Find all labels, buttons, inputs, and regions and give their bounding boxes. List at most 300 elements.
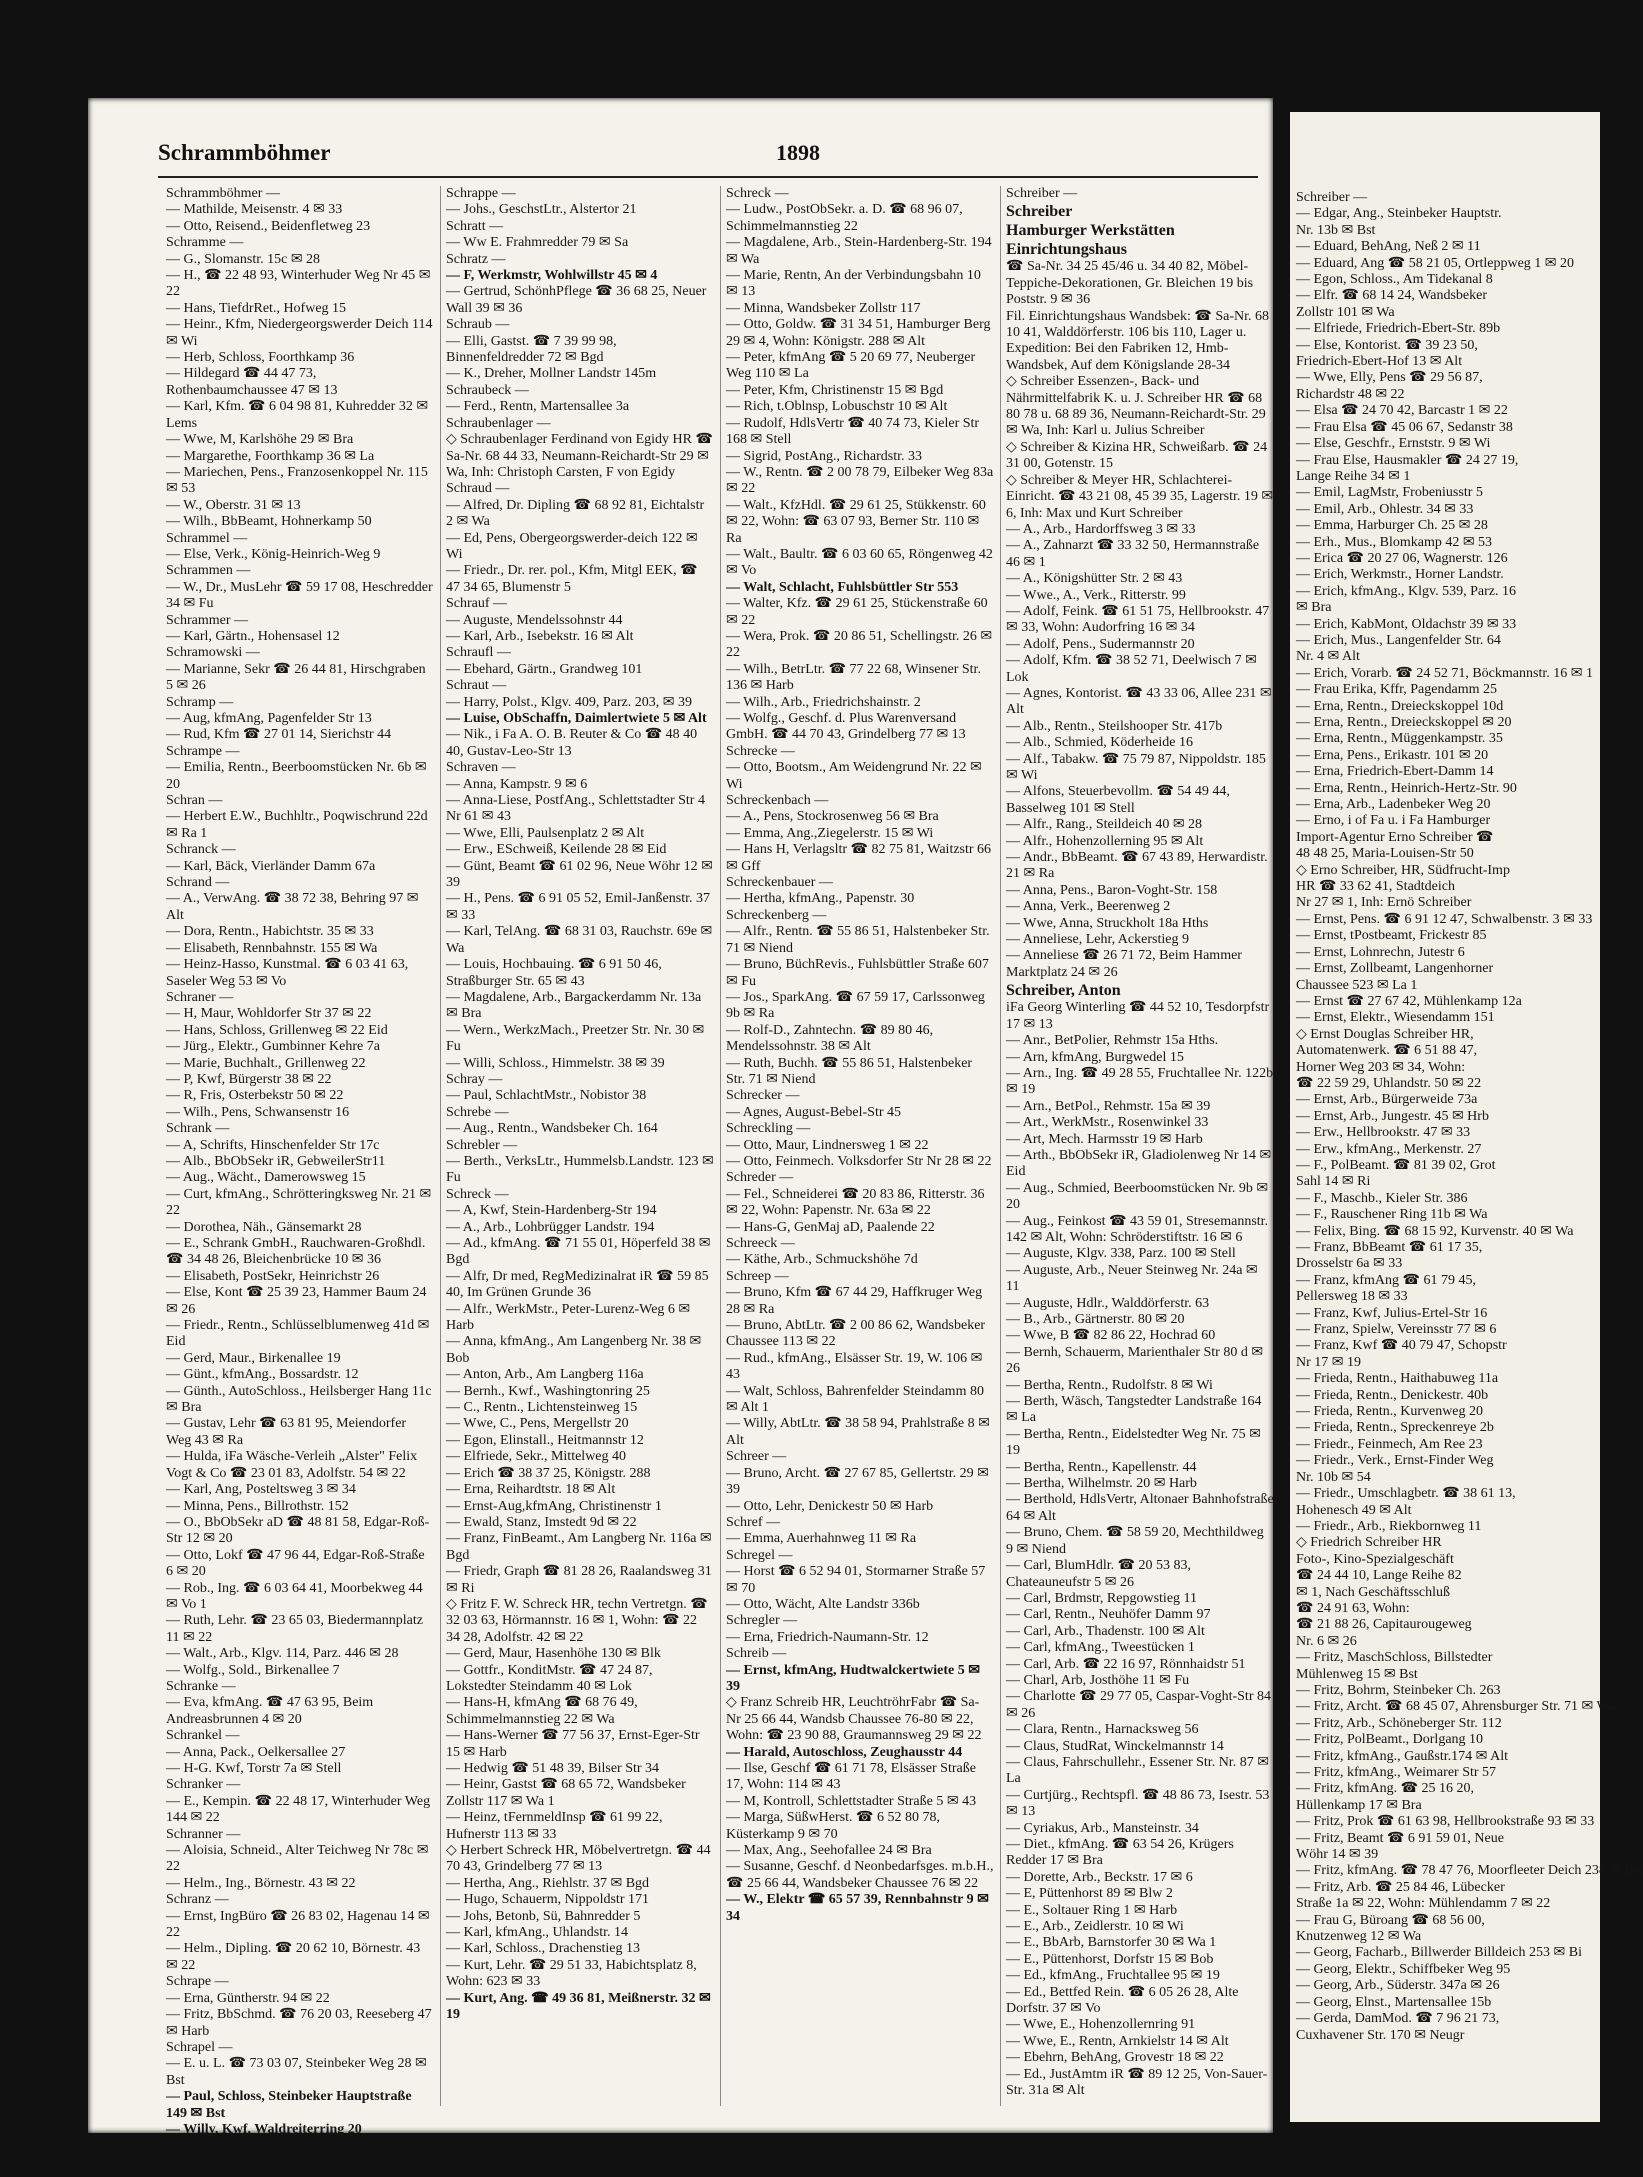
next-page-edge	[1290, 112, 1643, 2122]
directory-entry: — Anna-Liese, PostfAng., Schlettstadter Str 4 Nr 61 ✉ 43	[446, 793, 705, 825]
directory-entry: Nr. 13b ✉ Bst	[1296, 222, 1376, 238]
directory-entry: — Helm., Ing., Börnestr. 43 ✉ 22	[166, 1875, 356, 1891]
directory-entry: — W., Dr., MusLehr ☎ 59 17 08, Heschredder 34 ✉ Fu	[166, 579, 433, 612]
directory-entry: Import-Agentur Erno Schreiber ☎	[1296, 829, 1494, 845]
directory-entry: — Kurt, Ang. ☎ 49 36 81, Meißnerstr. 32 ✉ 19	[446, 1990, 711, 2023]
directory-entry: — Fritz, Bohrm, Steinbeker Ch. 263	[1296, 1682, 1501, 1698]
directory-entry: Nr. 10b ✉ 54	[1296, 1469, 1371, 1485]
directory-entry: — Friedr., Arb., Riekbornweg 11	[1296, 1518, 1482, 1534]
directory-entry: — Mathilde, Meisenstr. 4 ✉ 33	[166, 202, 343, 218]
directory-entry: — Ruth, Lehr. ☎ 23 65 03, Biedermannplatz 11 ✉ 22	[166, 1613, 423, 1645]
directory-entry: — Erich ☎ 38 37 25, Königstr. 288	[446, 1465, 651, 1481]
directory-entry: — Erna, Friedrich-Ebert-Damm 14	[1296, 764, 1494, 780]
directory-entry: — W., Elektr ☎ 65 57 39, Rennbahnstr 9 ✉ 34	[726, 1892, 989, 1924]
directory-entry: — Wwe, C., Pens, Mergellstr 20	[446, 1416, 629, 1432]
directory-entry: Schreck —	[446, 1186, 509, 1202]
directory-entry: — Anneliese ☎ 26 71 72, Beim Hammer Marktplatz 24 ✉ 26	[1006, 948, 1242, 980]
directory-entry: — Diet., kfmAng. ☎ 63 54 26, Krügers Redder 17 ✉ Bra	[1006, 1837, 1234, 1869]
directory-entry: — Hans H, Verlagsltr ☎ 82 75 81, Waitzstr 66 ✉ Gff	[726, 842, 992, 874]
directory-entry: — Otto, Lokf ☎ 47 96 44, Edgar-Roß-Straße 6 ✉ 20	[166, 1547, 425, 1580]
directory-entry: — Otto, Reisend., Beidenfletweg 23	[166, 218, 371, 234]
directory-entry: — Marga, SüßwHerst. ☎ 6 52 80 78, Küsterkamp 9 ✉ 70	[726, 1810, 940, 1842]
directory-entry: — Ed, Pens, Obergeorgswerder-deich 122 ✉ Wi	[446, 530, 698, 562]
directory-entry: Automatenwerk. ☎ 6 51 88 47,	[1296, 1043, 1478, 1059]
directory-entry: — O., BbObSekr aD ☎ 48 81 58, Edgar-Roß-Str 12 ✉ 20	[166, 1514, 430, 1547]
directory-entry: — Wilh., Pens, Schwansenstr 16	[166, 1104, 350, 1120]
directory-entry: — Franz, Spielw, Vereinsstr 77 ✉ 6	[1296, 1322, 1497, 1338]
directory-entry: — Helm., Dipling. ☎ 20 62 10, Börnestr. 43 ✉ 22	[166, 1941, 421, 1973]
directory-entry: Schraub —	[446, 317, 510, 333]
directory-entry: — Erna, Rentn., Dreieckskoppel 10d	[1296, 698, 1504, 714]
next-page-column	[1296, 190, 1643, 2044]
directory-entry: Schramme —	[166, 235, 244, 251]
directory-entry: — Karl, kfmAng., Uhlandstr. 14	[446, 1925, 628, 1941]
directory-entry: — Elfriede, Friedrich-Ebert-Str. 89b	[1296, 321, 1501, 337]
directory-entry: — Hedwig ☎ 51 48 39, Bilser Str 34	[446, 1761, 660, 1776]
directory-entry: — Ebehard, Gärtn., Grandweg 101	[446, 661, 643, 677]
directory-entry: — Minna, Wandsbeker Zollstr 117	[726, 300, 921, 316]
directory-entry: — Ernst ☎ 27 67 42, Mühlenkamp 12a	[1296, 993, 1522, 1009]
directory-entry: Schrammen —	[166, 563, 251, 579]
directory-entry: — Art., WerkMstr., Rosenwinkel 33	[1006, 1115, 1209, 1131]
directory-entry: — Frau Erika, Kffr, Pagendamm 25	[1296, 682, 1497, 698]
directory-entry: — Arn., BetPol., Rehmstr. 15a ✉ 39	[1006, 1098, 1211, 1114]
directory-entry: — Minna, Pens., Billrothstr. 152	[166, 1498, 349, 1514]
directory-entry: — Wwe, E., Rentn, Arnkielstr 14 ✉ Alt	[1006, 2033, 1229, 2049]
directory-entry: Schramp —	[166, 694, 234, 710]
directory-entry: — Ernst, IngBüro ☎ 26 83 02, Hagenau 14 ✉ 22	[166, 1908, 430, 1941]
directory-entry: — Margarethe, Foorthkamp 36 ✉ La	[166, 448, 375, 464]
directory-entry: Schreep —	[726, 1268, 789, 1284]
directory-entry: — Otto, Goldw. ☎ 31 34 51, Hamburger Berg 29 ✉ 4, Wohn: Königstr. 288 ✉ Alt	[726, 317, 991, 349]
directory-entry: — A., Königshütter Str. 2 ✉ 43	[1006, 571, 1183, 587]
directory-entry: — Claus, Fahrschullehr., Essener Str. Nr. 87 ✉ La	[1006, 1754, 1269, 1787]
directory-entry: Schrankel —	[166, 1728, 240, 1744]
directory-entry: — Carl, kfmAng., Tweestücken 1	[1006, 1640, 1195, 1656]
directory-entry: — Dorothea, Näh., Gänsemarkt 28	[166, 1219, 362, 1235]
directory-entry: — Hulda, iFa Wäsche-Verleih „Alster" Felix Vogt & Co ☎ 23 01 83, Adolfstr. 54 ✉ 22	[166, 1449, 418, 1481]
directory-entry: — Luise, ObSchaffn, Daimlertwiete 5 ✉ Alt	[446, 711, 707, 726]
directory-entry: — Dora, Rentn., Habichtstr. 35 ✉ 33	[166, 924, 374, 940]
directory-entry: — Wilh., Arb., Friedrichshainstr. 2	[726, 694, 921, 710]
directory-entry: — Else, Kont ☎ 25 39 23, Hammer Baum 24 ✉ 26	[166, 1285, 427, 1317]
directory-entry: Schrank —	[166, 1121, 230, 1137]
directory-entry: — Aug., Rentn., Wandsbeker Ch. 164	[446, 1121, 658, 1137]
directory-entry: — Anna, kfmAng., Am Langenberg Nr. 38 ✉ Bob	[446, 1334, 702, 1366]
directory-entry: — Aug., Wächt., Damerowsweg 15	[166, 1170, 366, 1186]
directory-entry: — Hertha, kfmAng., Papenstr. 30	[726, 891, 915, 907]
directory-entry: Schreiber	[1006, 203, 1073, 221]
directory-entry: — Ebehrn, BehAng, Grovestr 18 ✉ 22	[1006, 2050, 1224, 2066]
directory-entry: ☎ 21 88 26, Capitaurougeweg	[1296, 1617, 1472, 1633]
directory-entry: Schregel —	[726, 1547, 793, 1563]
directory-entry: — Rich, t.Oblnsp, Lobuschstr 10 ✉ Alt	[726, 399, 948, 415]
directory-entry: — Art, Mech. Harmsstr 19 ✉ Harb	[1006, 1131, 1203, 1147]
directory-entry: — Erica ☎ 20 27 06, Wagnerstr. 126	[1296, 550, 1508, 566]
directory-entry: — Carl, Rentn., Neuhöfer Damm 97	[1006, 1607, 1211, 1623]
directory-entry: — E., Arb., Zeidlerstr. 10 ✉ Wi	[1006, 1919, 1184, 1935]
directory-entry: Schrammel —	[166, 530, 248, 546]
directory-entry: — Bertha, Rentn., Eidelstedter Weg Nr. 75 ✉ 19	[1006, 1426, 1261, 1459]
directory-entry: Chaussee 523 ✉ La 1	[1296, 977, 1418, 993]
directory-entry: — Wwe, M, Karlshöhe 29 ✉ Bra	[166, 432, 354, 448]
directory-entry: ◇ Schreiber Essenzen-, Back- und Nährmittelfabrik K. u. J. Schreiber HR ☎ 68 80 78 u. 68 89 36, Neumann-Reichardt-Str. 29 ✉ Wa, Inh: Karl u. Julius Schreiber	[1006, 374, 1266, 439]
directory-entry: — G., Slomanstr. 15c ✉ 28	[166, 251, 321, 267]
directory-entry: — Erna, Rentn., Dreieckskoppel ✉ 20	[1296, 715, 1512, 730]
directory-entry: Schran —	[166, 793, 223, 809]
directory-entry: — Berth, Wäsch, Tangstedter Landstraße 164 ✉ La	[1006, 1394, 1262, 1426]
directory-entry: — Rud., kfmAng., Elsässer Str. 19, W. 106 ✉ 43	[726, 1350, 983, 1383]
directory-entry: — Willy, Kwf, Waldreiterring 20	[166, 2121, 362, 2137]
directory-entry: — W., Rentn. ☎ 2 00 78 79, Eilbeker Weg 83a ✉ 22	[726, 464, 994, 497]
directory-entry: — F, Werkmstr, Wohlwillstr 45 ✉ 4	[446, 268, 658, 284]
directory-entry: — Elfr. ☎ 68 14 24, Wandsbeker	[1296, 288, 1488, 304]
directory-entry: Schrappe —	[446, 186, 516, 201]
directory-entry: — Ewald, Stanz, Imstedt 9d ✉ 22	[446, 1514, 637, 1530]
directory-entry: — Peter, kfmAng ☎ 5 20 69 77, Neuberger Weg 110 ✉ La	[726, 350, 976, 382]
directory-entry: Schreib —	[726, 1646, 787, 1662]
directory-entry: — Clara, Rentn., Harnacksweg 56	[1006, 1722, 1199, 1738]
directory-entry: ☎ 24 91 63, Wohn:	[1296, 1600, 1410, 1616]
directory-entry: — Claus, StudRat, Winckelmannstr 14	[1006, 1738, 1224, 1754]
directory-entry: — H., Pens. ☎ 6 91 05 52, Emil-Janßenstr. 37 ✉ 33	[446, 891, 710, 923]
directory-entry: — Ernst, Lohnrechn, Jutestr 6	[1296, 944, 1465, 960]
directory-entry: — Eva, kfmAng. ☎ 47 63 95, Beim Andreasbrunnen 4 ✉ 20	[166, 1695, 374, 1727]
directory-entry: — Heinz-Hasso, Kunstmal. ☎ 6 03 41 63, Saseler Weg 53 ✉ Vo	[166, 957, 409, 989]
directory-entry: — Eduard, Ang ☎ 58 21 05, Ortleppweg 1 ✉ 20	[1296, 255, 1575, 271]
directory-entry: — Fritz, Arb., Schöneberger Str. 112	[1296, 1715, 1502, 1731]
directory-entry: — Cyriakus, Arb., Mansteinstr. 34	[1006, 1820, 1199, 1836]
directory-entry: — Aug, kfmAng, Pagenfelder Str 13	[166, 711, 372, 726]
directory-entry: Schrauf —	[446, 596, 508, 612]
directory-entry: — Otto, Bootsm., Am Weidengrund Nr. 22 ✉ Wi	[726, 760, 982, 792]
directory-entry: — Erw., ESchweiß, Keilende 28 ✉ Eid	[446, 842, 667, 858]
directory-entry: — Hans-G, GenMaj aD, Paalende 22	[726, 1219, 935, 1235]
directory-entry: — Ww E. Frahmredder 79 ✉ Sa	[446, 235, 629, 251]
directory-entry: Schref —	[726, 1514, 781, 1530]
directory-entry: Nr. 6 ✉ 26	[1296, 1633, 1357, 1649]
directory-entry: ☎ 24 44 10, Lange Reihe 82	[1296, 1568, 1462, 1584]
directory-entry: — Walt., Baultr. ☎ 6 03 60 65, Röngenweg 42 ✉ Vo	[726, 546, 993, 579]
directory-entry: — Erw., Hellbrookstr. 47 ✉ 33	[1296, 1125, 1471, 1141]
directory-entry: — Gerda, DamMod. ☎ 7 96 21 73,	[1296, 2011, 1500, 2027]
directory-entry: Schrecke —	[726, 743, 795, 759]
directory-entry: — Erna, Rentn., Müggenkampstr. 35	[1296, 731, 1503, 747]
directory-entry: — Walt., Arb., Klgv. 114, Parz. 446 ✉ 28	[166, 1646, 399, 1662]
directory-entry: ◇ Erno Schreiber, HR, Südfrucht-Imp	[1296, 862, 1510, 878]
directory-entry: — Karl, Gärtn., Hohensasel 12	[166, 628, 340, 644]
directory-entry: — Agnes, August-Bebel-Str 45	[726, 1104, 901, 1120]
directory-entry: Schray —	[446, 1071, 503, 1087]
directory-entry: — Jürg., Elektr., Gumbinner Kehre 7a	[166, 1039, 380, 1055]
directory-entry: Einrichtungshaus	[1006, 241, 1127, 259]
directory-entry: — Erno, i of Fa u. i Fa Hamburger	[1296, 813, 1491, 829]
directory-entry: — Ruth, Buchh. ☎ 55 86 51, Halstenbeker Str. 71 ✉ Niend	[726, 1055, 973, 1087]
directory-entry: — Rud, Kfm ☎ 27 01 14, Sierichstr 44	[166, 727, 392, 743]
directory-entry: — Berthold, HdlsVertr, Altonaer Bahnhofstraße 64 ✉ Alt	[1006, 1492, 1274, 1524]
directory-entry: — C., Rentn., Lichtensteinweg 15	[446, 1400, 638, 1416]
directory-entry: ◇ Schraubenlager Ferdinand von Egidy HR ☎ Sa-Nr. 68 44 33, Neumann-Reichardt-Str 29 ✉ Wa, Inh: Christoph Carsten, F von Egidy	[446, 432, 713, 480]
directory-entry: ◇ Schreiber & Kizina HR, Schweißarb. ☎ 24 31 00, Gotenstr. 15	[1006, 439, 1268, 472]
directory-entry: — W., Oberstr. 31 ✉ 13	[166, 497, 301, 513]
directory-entry: — Dorette, Arb., Beckstr. 17 ✉ 6	[1006, 1869, 1193, 1885]
directory-entry: ✉ Bra	[1296, 600, 1332, 616]
directory-entry: — Elfriede, Sekr., Mittelweg 40	[446, 1449, 627, 1465]
directory-entry: — Franz, kfmAng ☎ 61 79 45,	[1296, 1272, 1476, 1288]
directory-entry: — Frau Elsa ☎ 45 06 67, Sedanstr 38	[1296, 419, 1513, 435]
directory-entry: — Wwe, Elly, Pens ☎ 29 56 87,	[1296, 370, 1483, 386]
directory-entry: — Sigrid, PostAng., Richardstr. 33	[726, 448, 923, 464]
directory-entry: — Karl, Schloss., Drachenstieg 13	[446, 1941, 641, 1957]
directory-entry: — Erich, KabMont, Oldachstr 39 ✉ 33	[1296, 616, 1517, 632]
directory-entry: — Emilia, Rentn., Beerboomstücken Nr. 6b ✉ 20	[166, 760, 427, 792]
directory-entry: — Karl, Ang, Posteltsweg 3 ✉ 34	[166, 1482, 356, 1498]
directory-entry: — Curt, kfmAng., Schrötteringksweg Nr. 21 ✉ 22	[166, 1186, 432, 1219]
directory-entry: — Erna, Rentn., Heinrich-Hertz-Str. 90	[1296, 780, 1517, 796]
directory-entry: — Frieda, Rentn., Denickestr. 40b	[1296, 1387, 1489, 1403]
directory-entry: — Wera, Prok. ☎ 20 86 51, Schellingstr. 26 ✉ 22	[726, 628, 993, 661]
directory-entry: — Ludw., PostObSekr. a. D. ☎ 68 96 07, Schimmelmannstieg 22	[726, 202, 963, 234]
directory-entry: Schreiber, Anton	[1006, 982, 1121, 1000]
directory-entry: — Rob., Ing. ☎ 6 03 64 41, Moorbekweg 44 ✉ Vo 1	[166, 1580, 423, 1612]
directory-entry: — Alfr., Rang., Steildeich 40 ✉ 28	[1006, 817, 1203, 833]
directory-entry: — P, Kwf, Bürgerstr 38 ✉ 22	[166, 1071, 332, 1087]
directory-entry: Schreck —	[726, 186, 789, 201]
directory-entry: Schreder —	[726, 1170, 794, 1186]
directory-entry: Schranke —	[166, 1678, 236, 1694]
directory-entry: — Else, Verk., König-Heinrich-Weg 9	[166, 546, 381, 562]
directory-entry: — M, Kontroll, Schlettstadter Straße 5 ✉ 43	[726, 1793, 977, 1809]
directory-entry: — Alb., Rentn., Steilshooper Str. 417b	[1006, 718, 1223, 734]
directory-entry: — Ernst, Arb., Bürgerweide 73a	[1296, 1092, 1478, 1108]
column-2	[446, 186, 714, 2024]
directory-entry: — Fritz, Arb. ☎ 25 84 46, Lübecker	[1296, 1879, 1505, 1895]
directory-entry: — Anna, Verk., Beerenweg 2	[1006, 899, 1171, 915]
directory-entry: — Susanne, Geschf. d Neonbedarfsges. m.b.H., ☎ 25 66 44, Wandsbeker Chaussee 76 ✉ 22	[726, 1859, 994, 1891]
directory-entry: — Else, Kontorist. ☎ 39 23 50,	[1296, 337, 1478, 353]
column-1	[166, 186, 434, 2138]
directory-entry: — A., Zahnarzt ☎ 33 32 50, Hermannstraße 46 ✉ 1	[1006, 538, 1260, 570]
directory-entry: — Herb, Schloss, Foorthkamp 36	[166, 350, 355, 366]
directory-entry: Wöhr 14 ✉ 39	[1296, 1847, 1379, 1863]
directory-entry: — A., Pens, Stockrosenweg 56 ✉ Bra	[726, 809, 939, 825]
directory-entry: — Frau Else, Hausmakler ☎ 24 27 19,	[1296, 452, 1519, 468]
directory-entry: Schraufl —	[446, 645, 511, 661]
directory-entry: — Egon, Elinstall., Heitmannstr 12	[446, 1432, 644, 1448]
directory-entry: — Charlotte ☎ 29 77 05, Caspar-Voght-Str 84 ✉ 26	[1006, 1689, 1271, 1721]
directory-entry: — Erich, kfmAng., Klgv. 539, Parz. 16	[1296, 583, 1516, 599]
directory-entry: 48 48 25, Maria-Louisen-Str 50	[1296, 846, 1474, 862]
directory-entry: — Friedr, Graph ☎ 81 28 26, Raalandsweg 31 ✉ Ri	[446, 1564, 712, 1596]
directory-entry: — Wwe., A., Verk., Ritterstr. 99	[1006, 587, 1186, 603]
directory-entry: — Emil, Arb., Ohlestr. 34 ✉ 33	[1296, 501, 1474, 517]
directory-entry: — Walter, Kfz. ☎ 29 61 25, Stückenstraße 60 ✉ 22	[726, 596, 988, 628]
directory-entry: — Käthe, Arb., Schmuckshöhe 7d	[726, 1252, 918, 1268]
directory-entry: — Arn., Ing. ☎ 49 28 55, Fruchtallee Nr. 122b ✉ 19	[1006, 1065, 1274, 1098]
directory-entry: — Heinr., Kfm, Niedergeorgswerder Deich 114 ✉ Wi	[166, 317, 433, 349]
directory-entry: — Emma, Auerhahnweg 11 ✉ Ra	[726, 1531, 917, 1547]
directory-entry: Schratt —	[446, 218, 504, 234]
directory-entry: — Erich, Vorarb. ☎ 24 52 71, Böckmannstr. 16 ✉ 1	[1296, 665, 1593, 681]
directory-entry: — Alfr., Hohenzollerning 95 ✉ Alt	[1006, 833, 1204, 849]
directory-entry: — H-G. Kwf, Torstr 7a ✉ Stell	[166, 1761, 342, 1776]
directory-entry: — Magdalene, Arb., Bargackerdamm Nr. 13a ✉ Bra	[446, 989, 702, 1022]
directory-entry: — Karl, Arb., Isebekstr. 16 ✉ Alt	[446, 628, 634, 644]
directory-entry: iFa Georg Winterling ☎ 44 52 10, Tesdorpfstr 17 ✉ 13	[1006, 1000, 1270, 1032]
directory-entry: — E., Kempin. ☎ 22 48 17, Winterhuder Weg 144 ✉ 22	[166, 1793, 431, 1826]
column-divider	[440, 186, 441, 2106]
directory-entry: — Ilse, Geschf ☎ 61 71 78, Elsässer Straße 17, Wohn: 114 ✉ 43	[726, 1761, 976, 1793]
directory-entry: — Egon, Schloss., Am Tidekanal 8	[1296, 272, 1493, 288]
directory-entry: Knutzenweg 12 ✉ Wa	[1296, 1929, 1422, 1945]
directory-entry: Schrecker —	[726, 1088, 800, 1104]
directory-entry: — Fritz, Beamt ☎ 6 91 59 01, Neue	[1296, 1830, 1504, 1846]
directory-entry: Schreckling —	[726, 1121, 811, 1137]
directory-entry: — Fritz, kfmAng., Weimarer Str 57	[1296, 1765, 1497, 1780]
directory-entry: — Elli, Gastst. ☎ 7 39 99 98, Binnenfeldredder 72 ✉ Bgd	[446, 333, 617, 366]
directory-entry: — A, Kwf, Stein-Hardenberg-Str 194	[446, 1203, 657, 1219]
directory-entry: — Hans-H, kfmAng ☎ 68 76 49, Schimmelmannstieg 22 ✉ Wa	[446, 1695, 638, 1727]
directory-entry: — Fritz, Prok ☎ 61 63 98, Hellbrookstraße 93 ✉ 33	[1296, 1814, 1595, 1830]
directory-entry: — Otto, Wächt, Alte Landstr 336b	[726, 1596, 920, 1612]
directory-entry: Schrebe —	[446, 1104, 509, 1120]
directory-entry: — Carl, BlumHdlr. ☎ 20 53 83, Chateauneufstr 5 ✉ 26	[1006, 1558, 1192, 1590]
directory-entry: Schreckenbach —	[726, 793, 829, 809]
directory-entry: Lange Reihe 34 ✉ 1	[1296, 468, 1411, 484]
directory-entry: ◇ Schreiber & Meyer HR, Schlachterei-Einricht. ☎ 43 21 08, 45 39 35, Lagerstr. 19 ✉ 6, Inh: Max und Kurt Schreiber	[1006, 472, 1274, 521]
page-number: 1898	[776, 140, 820, 165]
column-3	[726, 186, 994, 1925]
directory-entry: Horner Weg 203 ✉ 34, Wohn:	[1296, 1059, 1466, 1075]
directory-entry: — Fritz, BbSchmd. ☎ 76 20 03, Reeseberg 47 ✉ Harb	[166, 2007, 432, 2039]
directory-entry: — Heinr, Gastst ☎ 68 65 72, Wandsbeker Zollstr 117 ✉ Wa 1	[446, 1777, 686, 1809]
directory-entry: — Frieda, Rentn., Haithabuweg 11a	[1296, 1371, 1499, 1387]
directory-entry: — Erna, Pens., Erikastr. 101 ✉ 20	[1296, 747, 1489, 763]
directory-entry: — Ed., JustAmtm iR ☎ 89 12 25, Von-Sauer-Str. 31a ✉ Alt	[1006, 2066, 1268, 2099]
directory-entry: — Hildegard ☎ 44 47 73, Rothenbaumchaussee 47 ✉ 13	[166, 366, 338, 398]
directory-entry: — Bertha, Rentn., Kapellenstr. 44	[1006, 1459, 1197, 1475]
directory-entry: Drosselstr 6a ✉ 33	[1296, 1256, 1403, 1272]
directory-entry: — Erich, Werkmstr., Horner Landstr.	[1296, 567, 1504, 583]
directory-entry: Sahl 14 ✉ Ri	[1296, 1174, 1371, 1190]
directory-entry: — Hans, Schloss, Grillenweg ✉ 22 Eid	[166, 1022, 388, 1038]
directory-entry: — Günt, Beamt ☎ 61 02 96, Neue Wöhr 12 ✉ 39	[446, 858, 713, 891]
directory-entry: — Auguste, Arb., Neuer Steinweg Nr. 24a ✉ 11	[1006, 1262, 1258, 1295]
directory-entry: — Georg, Arb., Süderstr. 347a ✉ 26	[1296, 1978, 1500, 1994]
directory-entry: — E. u. L. ☎ 73 03 07, Steinbeker Weg 28 ✉ Bst	[166, 2056, 427, 2088]
directory-entry: — Elisabeth, PostSekr, Heinrichstr 26	[166, 1268, 380, 1284]
directory-entry: — Alfred, Dr. Dipling ☎ 68 92 81, Eichtalstr 2 ✉ Wa	[446, 497, 705, 530]
directory-entry: — Frieda, Rentn., Kurvenweg 20	[1296, 1404, 1484, 1420]
directory-entry: — A., VerwAng. ☎ 38 72 38, Behring 97 ✉ Alt	[166, 891, 419, 923]
directory-entry: — Bernh., Kwf., Washingtonring 25	[446, 1383, 650, 1399]
directory-entry: — Fritz, kfmAng. ☎ 25 16 20,	[1296, 1781, 1475, 1797]
directory-entry: — Alb., BbObSekr iR, GebweilerStr11	[166, 1153, 386, 1169]
directory-entry: Schraubeck —	[446, 382, 529, 398]
directory-entry: — Friedr., Feinmech, Am Ree 23	[1296, 1436, 1483, 1452]
directory-entry: — Bruno, AbtLtr. ☎ 2 00 86 62, Wandsbeker Chaussee 113 ✉ 22	[726, 1318, 986, 1350]
directory-entry: — Wolfg., Sold., Birkenallee 7	[166, 1662, 340, 1678]
directory-entry: — Carl, Brdmstr, Repgowstieg 11	[1006, 1590, 1198, 1606]
directory-entry: Hamburger Werkstätten	[1006, 222, 1175, 240]
directory-entry: Schrebler —	[446, 1137, 518, 1153]
directory-entry: — Paul, Schloss, Steinbeker Hauptstraße 149 ✉ Bst	[166, 2089, 412, 2121]
directory-entry: — Wolfg., Geschf. d. Plus Warenversand GmbH. ☎ 44 70 43, Grindelberg 77 ✉ 13	[726, 711, 966, 743]
directory-entry: ◇ Friedrich Schreiber HR	[1296, 1535, 1442, 1551]
directory-entry: Schratz —	[446, 251, 506, 267]
directory-entry: — Magdalene, Arb., Stein-Hardenberg-Str. 194 ✉ Wa	[726, 235, 992, 267]
directory-entry: — Kurt, Lehr. ☎ 29 51 33, Habichtsplatz 8, Wohn: 623 ✉ 33	[446, 1957, 697, 1990]
directory-entry: Schreeck —	[726, 1236, 795, 1251]
directory-entry: — Gustav, Lehr ☎ 63 81 95, Meiendorfer Weg 43 ✉ Ra	[166, 1416, 407, 1448]
directory-entry: Schranck —	[166, 842, 236, 858]
directory-entry: — Friedr., Verk., Ernst-Finder Weg	[1296, 1453, 1494, 1469]
directory-entry: — Ernst, Pens. ☎ 6 91 12 47, Schwalbenstr. 3 ✉ 33	[1296, 911, 1593, 927]
directory-entry: — Arn, kfmAng, Burgwedel 15	[1006, 1049, 1184, 1065]
directory-entry: — Max, Ang., Seehofallee 24 ✉ Bra	[726, 1843, 932, 1859]
directory-entry: — Alf., Tabakw. ☎ 75 79 87, Nippoldstr. 185 ✉ Wi	[1006, 751, 1266, 783]
directory-entry: — Walt, Schlacht, Fuhlsbüttler Str 553	[726, 579, 959, 595]
directory-entry: — Louis, Hochbauing. ☎ 6 91 50 46, Straßburger Str. 65 ✉ 43	[446, 957, 662, 989]
directory-entry: — Anna, Pack., Oelkersallee 27	[166, 1744, 346, 1760]
directory-entry: — Ernst, kfmAng, Hudtwalckertwiete 5 ✉ 39	[726, 1662, 980, 1694]
directory-entry: — Alb., Schmied, Köderheide 16	[1006, 735, 1194, 751]
directory-entry: — Felix, Bing. ☎ 68 15 92, Kurvenstr. 40 ✉ Wa	[1296, 1223, 1574, 1239]
column-divider	[720, 186, 721, 2106]
directory-entry: Richardstr 48 ✉ 22	[1296, 386, 1405, 402]
directory-entry: — Ernst, Elektr., Wiesendamm 151	[1296, 1010, 1495, 1026]
directory-entry: — Friedr., Rentn., Schlüsselblumenweg 41d ✉ Eid	[166, 1318, 430, 1350]
directory-entry: — Bertha, Wilhelmstr. 20 ✉ Harb	[1006, 1476, 1197, 1492]
directory-entry: — Anr., BetPolier, Rehmstr 15a Hths.	[1006, 1033, 1219, 1049]
directory-entry: — Wern., WerkzMach., Preetzer Str. Nr. 30 ✉ Fu	[446, 1022, 705, 1055]
directory-entry: Schraut —	[446, 678, 507, 694]
directory-entry: — Anneliese, Lehr, Ackerstieg 9	[1006, 932, 1189, 948]
directory-entry: — Wwe, Elli, Paulsenplatz 2 ✉ Alt	[446, 825, 645, 841]
directory-entry: — Frau G, Büroang ☎ 68 56 00,	[1296, 1912, 1485, 1928]
directory-entry: — Günt., kfmAng., Bossardstr. 12	[166, 1367, 359, 1383]
directory-entry: — Herbert E.W., Buchhltr., Poqwischrund 22d ✉ Ra 1	[166, 809, 428, 841]
directory-entry: — R, Fris, Osterbekstr 50 ✉ 22	[166, 1088, 344, 1104]
directory-entry: — Gottfr., KonditMstr. ☎ 47 24 87, Lokstedter Steindamm 40 ✉ Lok	[446, 1662, 653, 1694]
directory-entry: — Carl, Arb. ☎ 22 16 97, Rönnhaidstr 51	[1006, 1656, 1246, 1672]
directory-entry: — Johs., GeschstLtr., Alstertor 21	[446, 202, 637, 218]
directory-entry: — Alfr, Dr med, RegMedizinalrat iR ☎ 59 85 40, Im Grünen Grunde 36	[446, 1268, 709, 1301]
directory-entry: — Erna, Güntherstr. 94 ✉ 22	[166, 1990, 330, 2006]
directory-entry: Nr 27 ✉ 1, Inh: Ernö Schreiber	[1296, 895, 1472, 911]
directory-entry: — Wilh., BbBeamt, Hohnerkamp 50	[166, 514, 372, 530]
directory-entry: — K., Dreher, Mollner Landstr 145m	[446, 366, 657, 382]
directory-entry: — Fritz, MaschSchloss, Billstedter	[1296, 1650, 1493, 1666]
directory-entry: — Fritz, kfmAng. ☎ 78 47 76, Moorfleeter Deich 238 ✉ Bst	[1296, 1863, 1643, 1879]
directory-entry: — Aug., Feinkost ☎ 43 59 01, Stresemannstr. 142 ✉ Alt, Wohn: Schröderstiftstr. 16 ✉ 6	[1006, 1213, 1269, 1245]
directory-entry: — Wwe, Anna, Struckholt 18a Hths	[1006, 915, 1209, 931]
directory-entry: Schreiber —	[1296, 190, 1368, 205]
directory-entry: — Franz, Kwf ☎ 40 79 47, Schopstr	[1296, 1338, 1507, 1354]
directory-entry: — Emma, Ang.,Ziegelerstr. 15 ✉ Wi	[726, 825, 934, 841]
directory-entry: — Karl, TelAng. ☎ 68 31 03, Rauchstr. 69e ✉ Wa	[446, 924, 713, 956]
directory-entry: ◇ Franz Schreib HR, LeuchtröhrFabr ☎ Sa-Nr 25 66 44, Wandsb Chaussee 76-80 ✉ 22, Wohn: ☎ 23 90 88, Graumannsweg 29 ✉ 22	[726, 1695, 982, 1744]
directory-entry: ☎ 22 59 29, Uhlandstr. 50 ✉ 22	[1296, 1075, 1482, 1091]
directory-entry: — Adolf, Feink. ☎ 61 51 75, Hellbrookstr. 47 ✉ 33, Wohn: Audorfring 16 ✉ 34	[1006, 603, 1270, 636]
directory-entry: Schranker —	[166, 1777, 241, 1793]
directory-entry: Schranner —	[166, 1826, 241, 1842]
directory-entry: — Bruno, Archt. ☎ 27 67 85, Gellertstr. 29 ✉ 39	[726, 1465, 989, 1498]
directory-entry: — Emil, LagMstr, Frobeniusstr 5	[1296, 485, 1483, 501]
column-4	[1006, 186, 1274, 2100]
directory-entry: ✉ 1, Nach Geschäftsschluß	[1296, 1584, 1451, 1600]
directory-entry: Friedrich-Ebert-Hof 13 ✉ Alt	[1296, 354, 1463, 370]
